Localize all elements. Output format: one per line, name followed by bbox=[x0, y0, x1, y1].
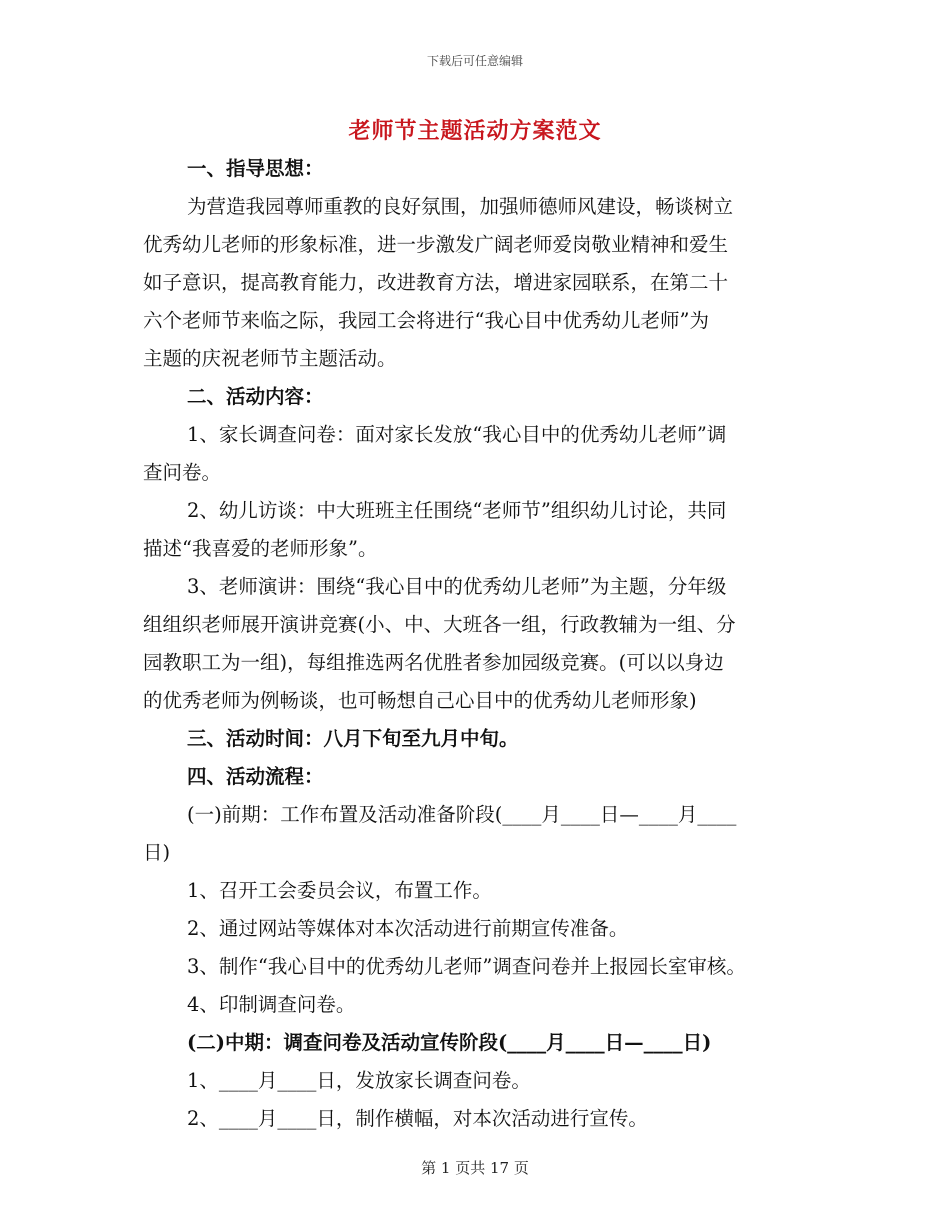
section-heading: 一、指导思想： bbox=[187, 157, 324, 180]
paragraph-line: 1、____月____日，发放家长调查问卷。 bbox=[187, 1069, 531, 1092]
section-heading: 四、活动流程： bbox=[187, 765, 324, 788]
paragraph-line: 1、召开工会委员会议，布置工作。 bbox=[187, 879, 492, 902]
paragraph-line: 4、印制调查问卷。 bbox=[187, 993, 356, 1016]
paragraph-line: 的优秀老师为例畅谈，也可畅想自己心目中的优秀幼儿老师形象) bbox=[143, 689, 697, 712]
paragraph-line: 3、老师演讲：围绕“我心目中的优秀幼儿老师”为主题，分年级 bbox=[187, 575, 727, 598]
header-note: 下载后可任意编辑 bbox=[426, 54, 523, 68]
paragraph-line: 描述“我喜爱的老师形象”。 bbox=[143, 537, 378, 560]
document-body bbox=[143, 150, 815, 1138]
section-heading: 二、活动内容： bbox=[187, 385, 324, 408]
paragraph-line: 查问卷。 bbox=[143, 461, 222, 484]
paragraph-line: 六个老师节来临之际，我园工会将进行“我心目中优秀幼儿老师”为 bbox=[143, 309, 709, 332]
paragraph-line: 为营造我园尊师重教的良好氛围，加强师德师风建设，畅谈树立 bbox=[187, 195, 734, 218]
section-heading: 三、活动时间：八月下旬至九月中旬。 bbox=[187, 727, 519, 750]
paragraph-line: 园教职工为一组)，每组推选两名优胜者参加园级竞赛。(可以以身边 bbox=[143, 651, 724, 674]
paragraph-line: 主题的庆祝老师节主题活动。 bbox=[143, 347, 397, 370]
paragraph-line: 3、制作“我心目中的优秀幼儿老师”调查问卷并上报园长室审核。 bbox=[187, 955, 746, 978]
page-footer: 第 1 页共 17 页 bbox=[421, 1159, 529, 1177]
section-heading: (二)中期：调查问卷及活动宣传阶段(____月____日—____日) bbox=[187, 1031, 712, 1054]
paragraph-line: 优秀幼儿老师的形象标准，进一步激发广阔老师爱岗敬业精神和爱生 bbox=[143, 233, 729, 256]
paragraph-line: 日) bbox=[143, 841, 171, 864]
paragraph-line: 组组织老师展开演讲竞赛(小、中、大班各一组，行政教辅为一组、分 bbox=[143, 613, 736, 636]
paragraph-line: 2、通过网站等媒体对本次活动进行前期宣传准备。 bbox=[187, 917, 629, 940]
paragraph-line: 如子意识，提高教育能力，改进教育方法，增进家园联系，在第二十 bbox=[143, 271, 729, 294]
paragraph-line: 2、____月____日，制作横幅，对本次活动进行宣传。 bbox=[187, 1107, 648, 1130]
paragraph-line: 2、幼儿访谈：中大班班主任围绕“老师节”组织幼儿讨论，共同 bbox=[187, 499, 727, 522]
document-title: 老师节主题活动方案范文 bbox=[348, 118, 602, 144]
paragraph-line: (一)前期：工作布置及活动准备阶段(____月____日—____月____ bbox=[187, 803, 737, 826]
paragraph-line: 1、家长调查问卷：面对家长发放“我心目中的优秀幼儿老师”调 bbox=[187, 423, 727, 446]
